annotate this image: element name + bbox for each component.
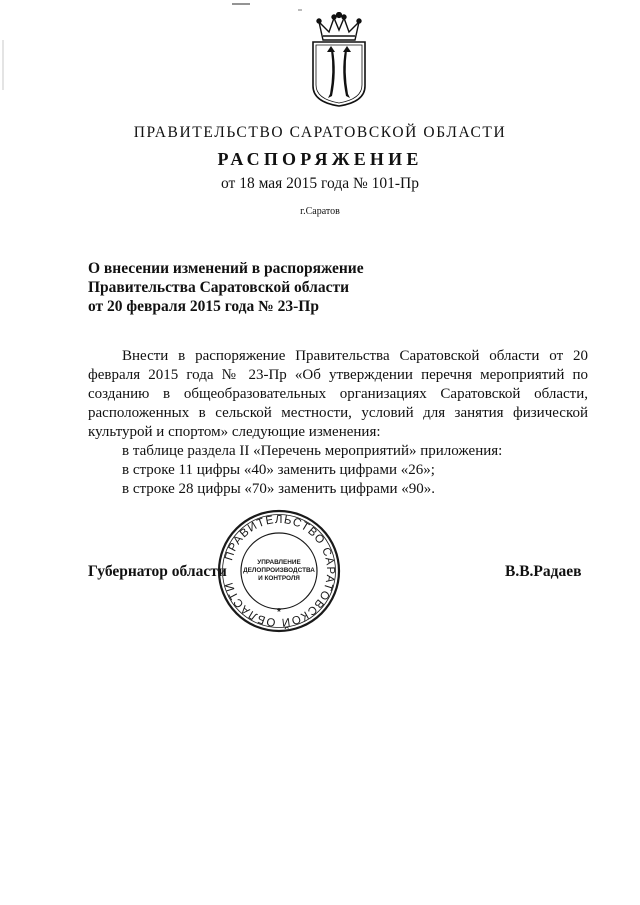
signer-name: В.В.Радаев [505, 563, 582, 580]
coat-of-arms-icon [301, 12, 377, 108]
organization-name: ПРАВИТЕЛЬСТВО САРАТОВСКОЙ ОБЛАСТИ [133, 124, 507, 141]
stamp-inner-line: И КОНТРОЛЯ [258, 575, 300, 582]
stamp-inner-line: ДЕЛОПРОИЗВОДСТВА [243, 567, 315, 574]
document-subject [88, 259, 508, 316]
body-list-item: в строке 11 цифры «40» заменить цифрами «26»; [122, 462, 435, 478]
crown-icon [317, 13, 361, 40]
official-stamp-icon [216, 508, 342, 634]
document-city: г.Саратов [300, 206, 340, 217]
document-date-number: от 18 мая 2015 года № 101-Пр [221, 175, 419, 192]
stamp-ring-text: ПРАВИТЕЛЬСТВО САРАТОВСКОЙ ОБЛАСТИ [223, 513, 337, 629]
document-type: РАСПОРЯЖЕНИЕ [217, 149, 423, 169]
signer-position: Губернатор области [88, 563, 227, 580]
stamp-star: * [277, 607, 281, 618]
subject-line: О внесении изменений в распоряжение [88, 260, 364, 277]
body-list-item: в строке 28 цифры «70» заменить цифрами «90». [122, 481, 436, 497]
shield-shape [313, 42, 365, 106]
body-list-item: в таблице раздела II «Перечень мероприятий» приложения: [122, 443, 503, 459]
body-paragraph: Внести в распоряжение Правительства Саратовской области от 20 февраля 2015 года № 23-Пр «Об утверждении перечня мероприятий по созданию в общеобразовательных организациях Саратовской области, расположенных в сельской местности, условий для занятия физической культурой и спортом» следующие изменения: [88, 348, 588, 440]
subject-line: от 20 февраля 2015 года № 23-Пр [88, 298, 319, 315]
document-body [88, 347, 588, 499]
subject-line: Правительства Саратовской области [88, 279, 349, 296]
stamp-inner-line: УПРАВЛЕНИЕ [257, 559, 301, 566]
